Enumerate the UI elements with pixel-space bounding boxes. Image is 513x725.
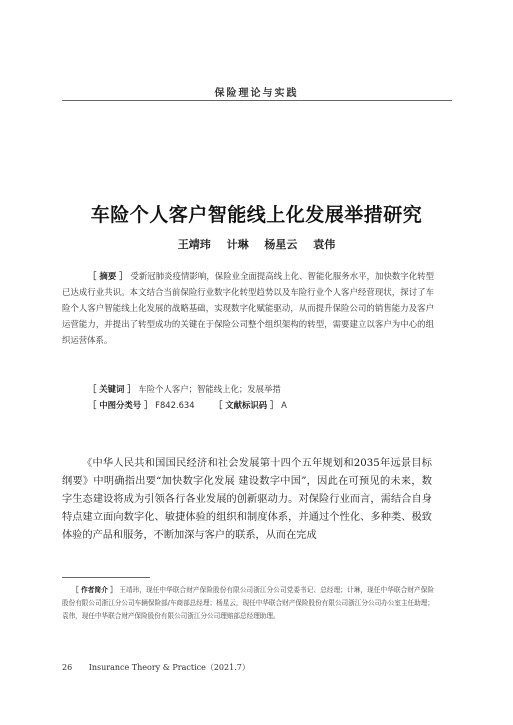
journal-citation: Insurance Theory & Practice（2021.7） — [88, 663, 250, 672]
author-3: 杨星云 — [264, 238, 298, 251]
document-code-label: ［ 文献标识码 ］ — [213, 400, 279, 410]
page-number: 26 — [62, 663, 73, 672]
author-4: 袁伟 — [313, 238, 336, 251]
journal-section-header: 保险理论与实践 — [214, 88, 299, 99]
keywords-label: ［ 关键词 ］ — [88, 384, 136, 394]
body-paragraph: 《中华人民共和国国民经济和社会发展第十四个五年规划和2035年远景目标纲要》中明确指出要“加快数字化发展 建设数字中国”，因此在可预见的未来，数字生态建设将成为引领各行各业发展的创新驱动力。对保险行业而言，需结合自身特点建立面向数字化、敏捷体验的组织和制度体系，并通过个性化、多种类、极致体验的产品和服务，不断加深与客户的联系，从而在完成 — [62, 458, 432, 541]
keywords-text: 车险个人客户；智能线上化；发展举措 — [138, 384, 281, 394]
article-title: 车险个人客户智能线上化发展举措研究 — [90, 204, 423, 226]
keywords — [88, 383, 281, 395]
header-rule — [62, 100, 452, 101]
class-number-value: F842.634 — [155, 400, 195, 410]
page-footer — [62, 662, 250, 673]
author-list — [0, 236, 513, 252]
document-code-value: A — [281, 400, 287, 410]
classification-line — [88, 399, 287, 411]
footnote-text: 王靖玮，现任中华联合财产保险股份有限公司浙江分公司党委书记、总经理；计琳，现任中华联合财产保险股份有限公司浙江分公司车辆保险部/车商部总经理；杨星云，现任中华联合财产保险股份有限公司浙江分公司办公室主任助理；袁伟，现任中华联合财产保险股份有限公司浙江分公司理赔部总经理助理。 — [62, 586, 434, 620]
footnote-rule — [62, 577, 150, 578]
abstract-text: 受新冠肺炎疫情影响，保险业全面提高线上化、智能化服务水平，加快数字化转型已达成行业共识。本文结合当前保险行业数字化转型趋势以及车险行业个人客户经营现状，探讨了车险个人客户智能线上化发展的战略基础，实现数字化赋能驱动，从而提升保险公司的销售能力及客户运营能力，并提出了转型成功的关键在于保险公司整个组织架构的转型，需要建立以客户为中心的组织运营体系。 — [62, 271, 434, 345]
footnote-label: ［ 作者简介 ］ — [72, 586, 118, 594]
abstract — [62, 268, 434, 348]
author-footnote — [62, 584, 434, 623]
author-2: 计琳 — [226, 238, 249, 251]
class-number-label: ［ 中图分类号 ］ — [88, 400, 153, 410]
abstract-label: ［ 摘要 ］ — [88, 271, 128, 281]
author-1: 王靖玮 — [177, 238, 211, 251]
